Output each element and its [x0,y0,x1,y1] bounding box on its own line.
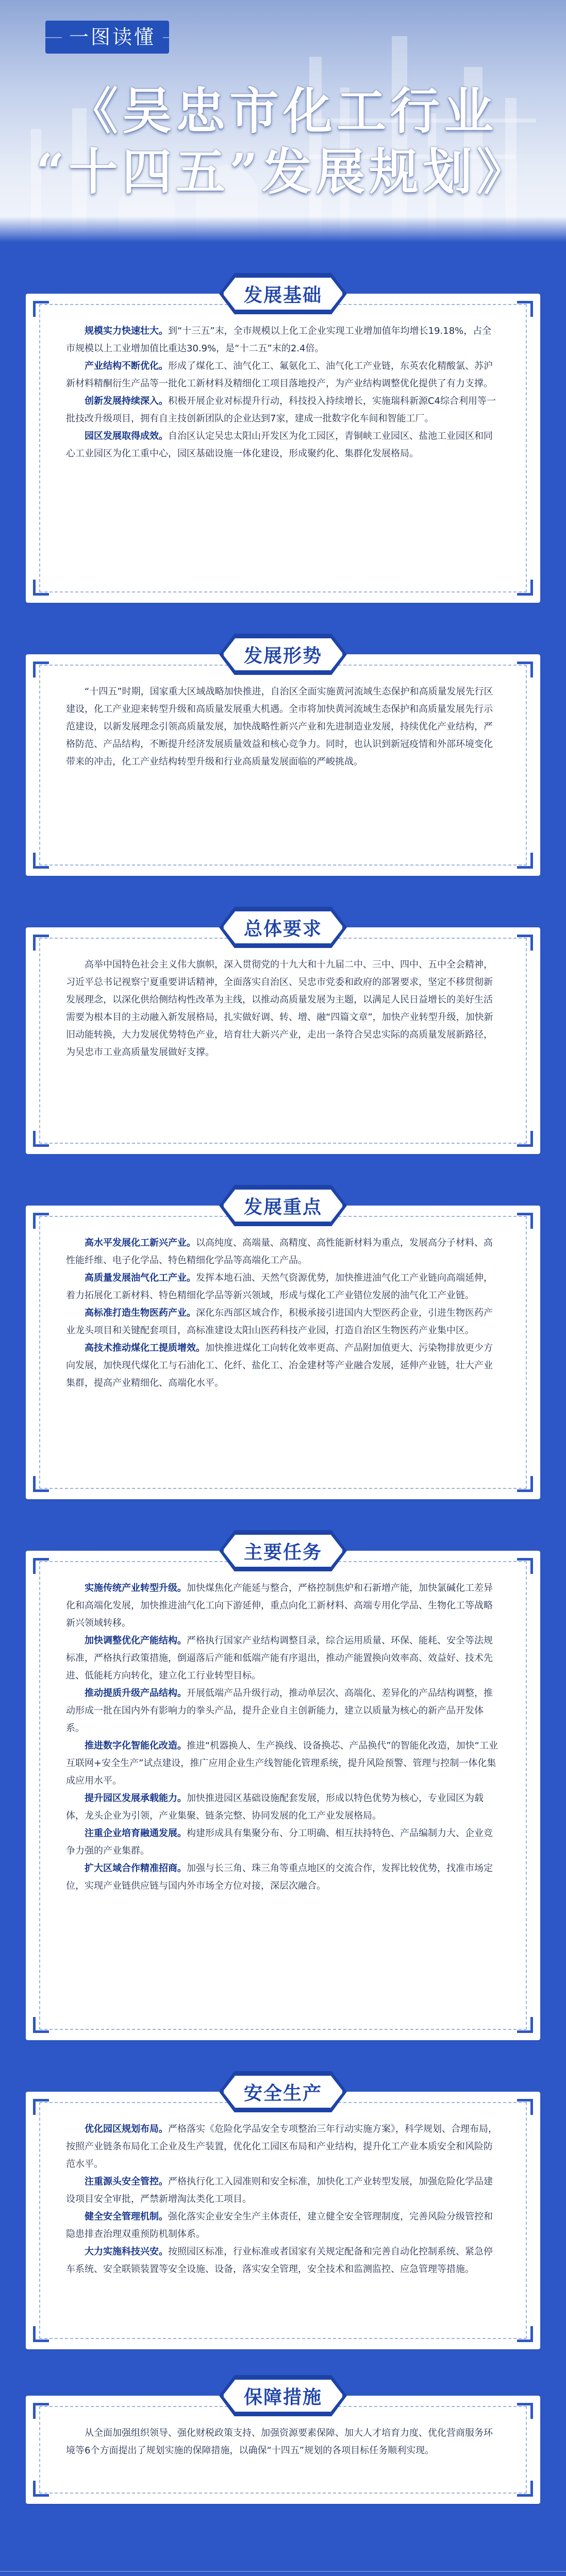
paragraph-lead: 高水平发展化工新兴产业。 [85,1238,196,1248]
paragraph-text: 构建形成具有集聚分布、分工明确、相互扶持特色、产品编制力大、企业竞争力强的产业集群。 [66,1828,493,1856]
paragraph-lead: 加快调整优化产能结构。 [85,1635,187,1646]
section-body [66,323,500,463]
section-title: 总体要求 [243,918,322,940]
section-guarantee [26,2375,540,2504]
paragraph-text: 严格落实《危险化学品安全专项整治三年行动实施方案》，科学规划、合理布局，按照产业链条布局化工企业及生产装置，优化化工园区布局和产业结构，提升化工产业本质安全和风险防范水平。 [66,2124,497,2170]
section-title: 主要任务 [243,1541,322,1563]
paragraph-text: 深化东西部区域合作，积极承接引进国内大型医药企业，引进生物医药产业龙头项目和关键配套项目，高标准建设太阳山医药科技产业园，打造自治区生物医药产业集中区。 [66,1308,493,1336]
tag-label: 一图读懂 [62,26,163,48]
section-body [66,683,500,771]
paragraph-text: 开展低端产品升级行动，推动单层次、高端化、差异化的产品结构调整，推动形成一批在国内外有影响力的拳头产品，提升企业自主创新能力，建立以质量为核心的新产品开发体系。 [66,1688,493,1734]
section-title-badge [219,1530,347,1571]
section-title: 发展基础 [243,284,322,306]
paragraph [66,1685,500,1737]
paragraph-text: 加快推进煤化工向转化效率更高、产品附加值更大、污染物排放更少方向发展，加快现代煤化工与石油化工、化纤、盐化工、冶金建材等产业融合发展，延伸产业链，壮大产业集群，提高产业精细化、高端化水平。 [66,1343,493,1388]
paragraph-lead: 推动提质升级产品结构。 [85,1688,187,1699]
tag-bar [45,21,169,54]
footer-divider [0,2571,566,2572]
paragraph-text: 到“十三五”末，全市规模以上化工企业实现工业增加值年均增长19.18%，占全市规模以上工业增加值比重达30.9%，是“十二五”末的2.4倍。 [66,326,492,354]
paragraph-lead: 规模实力快速壮大。 [85,326,168,336]
page-title-line-1: 《吴忠市化工行业 [69,82,497,140]
paragraph-text: 加强与长三角、珠三角等重点地区的交流合作，发挥比较优势，找准市场定位，实现产业链供应链与国内外市场全方位对接，深层次融合。 [66,1863,493,1891]
paragraph-lead: 产业结构不断优化。 [85,361,168,371]
paragraph [66,1580,500,1632]
section-body [66,956,500,1061]
paragraph-text: 严格执行国家产业结构调整目录，综合运用质量、环保、能耗、安全等法规标准，严格执行政策措施，倒逼落后产能和低端产能有序退出，推动产能置换向效率高、效益好、技术先进、低能耗方向转化，建立化工行业转型目标。 [66,1635,493,1681]
paragraph [66,358,500,393]
paragraph-lead: 扩大区域合作精准招商。 [85,1863,187,1874]
paragraph [66,1737,500,1790]
paragraph [66,1825,500,1860]
paragraph-lead: 高标准打造生物医药产业。 [85,1308,196,1318]
paragraph-text: 发挥本地石油、天然气资源优势，加快推进油气化工产业链向高端延伸，着力拓展化工新材料、特色精细化学品等新兴领域，形成与煤化工产业错位发展的油气化工产业链。 [66,1273,493,1301]
paragraph-lead: 健全安全管理机制。 [85,2211,168,2222]
paragraph [66,1269,500,1304]
paragraph [66,1304,500,1340]
paragraph-lead: 实施传统产业转型升级。 [85,1583,187,1594]
paragraph [66,323,500,358]
section-body [66,2121,500,2278]
paragraph-text: 以高纯度、高端量、高精度、高性能新材料为重点，发展高分子材料、高性能纤维、电子化学品、特色精细化学品等高端化工产品。 [66,1238,493,1266]
paragraph [66,393,500,428]
paragraph-lead: 注重源头安全管控。 [85,2176,168,2187]
paragraph [66,2243,500,2278]
paragraph-text: 形成了煤化工、油气化工、氟氨化工、油气化工产业链，东英农化精酸氯、苏沪新材料精酮衍生产品等一批化工新材料及精细化工项目落地投产，为产业结构调整优化提供了有力支撑。 [66,361,493,389]
section-body [66,2425,500,2460]
paragraph [66,2121,500,2173]
paragraph-lead: 提升园区发展承载能力。 [85,1793,187,1804]
page-title-line-2: “十四五”发展规划》 [36,143,530,201]
paragraph [66,2173,500,2208]
paragraph [66,1234,500,1269]
paragraph [66,1340,500,1392]
section-title-badge [219,1185,347,1226]
section-requirements [26,907,540,1154]
paragraph-text: 严格执行化工入园准则和安全标准，加快化工产业转型发展，加强危险化学品建设项目安全审批，严禁新增淘汰类化工项目。 [66,2176,493,2205]
paragraph-lead: 高技术推动煤化工提质增效。 [85,1343,205,1353]
paragraph-text: 推进“机器换人、生产换线、设备换芯、产品换代”的智能化改造，加快“工业互联网+安全生产”试点建设，推广应用企业生产线智能化管理系统，提升风险预警、管理与控制一体化集成应用水平。 [66,1740,498,1786]
section-title-badge [219,634,347,675]
paragraph-text: 高举中国特色社会主义伟大旗帜，深入贯彻党的十九大和十九届二中、三中、四中、五中全会精神，习近平总书记视察宁夏重要讲话精神，全面落实自治区、吴忠市党委和政府的部署要求，坚定不移贯彻新发展理念，以深化供给侧结构性改革为主线，以推动高质量发展为主题，以满足人民日益增长的美好生活需要为根本目的主动融入新发展格局，扎实做好调、转、增、融“四篇文章”，加快产业转型升级，加快新旧动能转换，大力发展优势特色产业，培育壮大新兴产业，走出一条符合吴忠实际的高质量发展新路径，为吴忠市工业高质量发展做好支撑。 [66,959,493,1058]
paragraph-lead: 创新发展持续深入。 [85,396,168,406]
hero-fade [0,216,566,242]
section-title-badge [219,907,347,948]
paragraph-lead: 推进数字化智能化改造。 [85,1740,187,1751]
paragraph [66,956,500,1061]
paragraph [66,2208,500,2243]
section-title-badge [219,2071,347,2112]
section-title: 发展重点 [243,1196,322,1218]
section-title-badge [219,273,347,314]
paragraph-text: 强化落实企业安全生产主体责任，建立健全安全管理制度，完善风险分级管控和隐患排查治理双重预防机制体系。 [66,2211,493,2240]
paragraph-text: 积极开展企业对标提升行动，科技投入持续增长，实施瑞科新源C4综合利用等一批技改升级项目，拥有自主技创新团队的企业达到7家，建成一批数字化车间和智能工厂。 [66,396,496,424]
footer [0,2514,566,2576]
paragraph [66,683,500,771]
paragraph-text: 按照园区标准，行业标准或者国家有关规定配备和完善自动化控制系统、紧急停车系统、安全联锁装置等安全设施、设备，落实安全管理，安全技术和监测监控、应急管理等措施。 [66,2246,493,2275]
section-focus [26,1185,540,1499]
paragraph-text: 从全面加强组织领导、强化财税政策支持、加强资源要素保障、加大人才培育力度、优化营商服务环境等6个方面提出了规划实施的保障措施，以确保“十四五”规划的各项目标任务顺利实现。 [66,2428,493,2456]
paragraph-lead: 高质量发展油气化工产业。 [85,1273,196,1283]
section-title-badge [219,2375,347,2416]
paragraph [66,1632,500,1685]
paragraph-lead: 优化园区规划布局。 [85,2124,168,2134]
section-title: 安全生产 [243,2082,322,2104]
paragraph [66,2425,500,2460]
section-title: 发展形势 [243,645,322,667]
section-tasks [26,1530,540,2040]
section-title: 保障措施 [243,2386,322,2408]
paragraph [66,428,500,463]
section-body [66,1234,500,1392]
paragraph-text: 自治区认定吴忠太阳山开发区为化工园区，青铜峡工业园区、盐池工业园区和同心工业园区为化工重中心，园区基础设施一体化建设，形成聚约化、集群化发展格局。 [66,431,493,459]
hero-banner [0,0,566,242]
section-situation [26,634,540,876]
paragraph-text: 加快推进园区基础设施配套发展，形成以特色优势为核心，专业园区为载体，龙头企业为引领，产业集聚、链条完整、协同发展的化工产业发展格局。 [66,1793,484,1821]
paragraph-text: “十四五”时期，国家重大区域战略加快推进，自治区全面实施黄河流域生态保护和高质量发展先行区建设，化工产业迎来转型升级和高质量发展重大机遇。全市将加快黄河流域生态保护和高质量发展先行示范建设，以新发展理念引领高质量发展，加快战略性新兴产业和先进制造业发展，持续优化产业结构，严格防范、产品结构，不断提升经济发展质量效益和核心竞争力。同时，也认识到新冠疫情和外部环境变化带来的冲击，化工产业结构转型升级和行业高质量发展面临的严峻挑战。 [66,686,493,767]
section-body [66,1580,500,1895]
paragraph-text: 加快煤焦化产能延与整合，严格控制焦炉和石新增产能，加快氯碱化工差异化和高端化发展，加快推进油气化工向下游延伸，重点向化工新材料、高端专用化学品、生物化工等战略新兴领域转移。 [66,1583,493,1629]
paragraph [66,1790,500,1825]
paragraph-lead: 园区发展取得成效。 [85,431,168,442]
paragraph-lead: 注重企业培育融通发展。 [85,1828,187,1839]
paragraph-lead: 大力实施科技兴安。 [85,2246,168,2257]
section-safety [26,2071,540,2349]
paragraph [66,1860,500,1895]
section-basis [26,273,540,603]
